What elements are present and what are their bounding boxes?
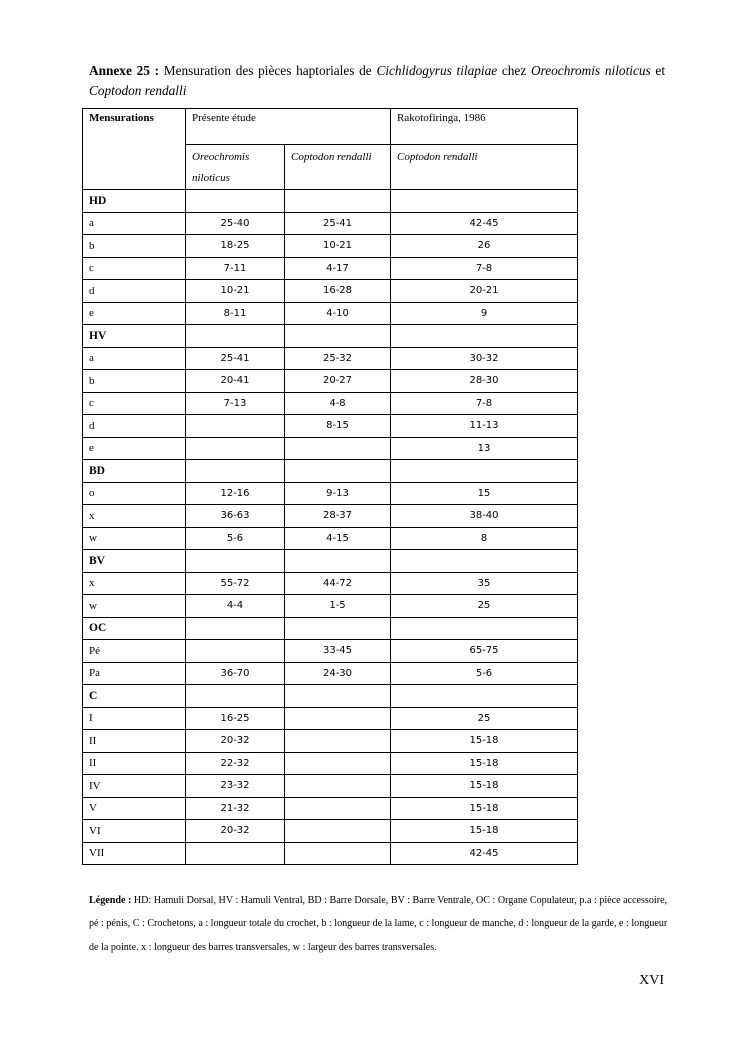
caption-label: Annexe 25 : [89, 63, 160, 78]
caption-text-3: et [650, 63, 666, 78]
cell-coptodon [285, 437, 391, 460]
row-label: I [83, 707, 186, 730]
table-group-row [83, 550, 578, 573]
cell-oreochromis: 7-11 [186, 257, 285, 280]
table-row [83, 212, 578, 235]
cell-coptodon-1986: 65-75 [391, 640, 578, 663]
table-row [83, 482, 578, 505]
cell-coptodon-1986: 25 [391, 595, 578, 618]
table-body [83, 190, 578, 865]
cell-coptodon-1986: 15 [391, 482, 578, 505]
cell-coptodon-1986 [391, 617, 578, 640]
cell-coptodon: 28-37 [285, 505, 391, 528]
row-label: x [83, 505, 186, 528]
cell-coptodon: 4-8 [285, 392, 391, 415]
cell-oreochromis [186, 437, 285, 460]
row-label: HV [83, 325, 186, 348]
cell-oreochromis: 25-40 [186, 212, 285, 235]
cell-coptodon-1986 [391, 550, 578, 573]
cell-oreochromis [186, 685, 285, 708]
cell-coptodon-1986: 38-40 [391, 505, 578, 528]
cell-coptodon-1986 [391, 325, 578, 348]
row-label: d [83, 415, 186, 438]
cell-coptodon [285, 550, 391, 573]
cell-coptodon-1986: 20-21 [391, 280, 578, 303]
cell-coptodon [285, 820, 391, 843]
cell-coptodon [285, 617, 391, 640]
table-row [83, 370, 578, 393]
row-label: HD [83, 190, 186, 213]
table-row [83, 505, 578, 528]
table-row [83, 572, 578, 595]
cell-coptodon-1986: 5-6 [391, 662, 578, 685]
legend [89, 889, 669, 959]
cell-oreochromis [186, 640, 285, 663]
row-label: c [83, 392, 186, 415]
cell-coptodon-1986: 7-8 [391, 392, 578, 415]
row-label: VI [83, 820, 186, 843]
caption-species-2: Oreochromis niloticus [530, 63, 651, 78]
row-label: a [83, 347, 186, 370]
cell-oreochromis [186, 415, 285, 438]
cell-coptodon: 33-45 [285, 640, 391, 663]
cell-coptodon-1986: 13 [391, 437, 578, 460]
table-row [83, 707, 578, 730]
cell-oreochromis: 10-21 [186, 280, 285, 303]
cell-oreochromis: 8-11 [186, 302, 285, 325]
table-row [83, 302, 578, 325]
table-row [83, 820, 578, 843]
cell-coptodon [285, 752, 391, 775]
table-row [83, 235, 578, 258]
cell-coptodon-1986: 30-32 [391, 347, 578, 370]
table-row [83, 752, 578, 775]
cell-coptodon-1986 [391, 460, 578, 483]
cell-coptodon-1986: 8 [391, 527, 578, 550]
table-group-row [83, 617, 578, 640]
cell-coptodon [285, 842, 391, 865]
cell-coptodon-1986: 25 [391, 707, 578, 730]
cell-coptodon: 25-32 [285, 347, 391, 370]
cell-coptodon-1986: 42-45 [391, 842, 578, 865]
cell-oreochromis [186, 460, 285, 483]
row-label: e [83, 302, 186, 325]
table-row [83, 437, 578, 460]
table-group-row [83, 325, 578, 348]
row-label: Pa [83, 662, 186, 685]
header-rakotofiringa: Rakotofiringa, 1986 [391, 109, 578, 145]
cell-coptodon-1986: 15-18 [391, 775, 578, 798]
table-row [83, 280, 578, 303]
cell-coptodon [285, 460, 391, 483]
cell-coptodon-1986: 7-8 [391, 257, 578, 280]
cell-oreochromis: 36-70 [186, 662, 285, 685]
cell-oreochromis: 18-25 [186, 235, 285, 258]
cell-oreochromis: 5-6 [186, 527, 285, 550]
legend-text: HD: Hamuli Dorsal, HV : Hamuli Ventral, BD : Barre Dorsale, BV : Barre Ventrale, OC : Organe Copulateur, p.a : pièce accessoire, pé : pénis, C : Crochetons, a : longueur totale du crochet, b : longueur de la lame, c : longueur de manche, d : longueur de la garde, e : longueur de la pointe. x : longueur des barres transversales, w : largeur des barres transversales. [89, 895, 668, 953]
row-label: x [83, 572, 186, 595]
row-label: a [83, 212, 186, 235]
cell-oreochromis: 22-32 [186, 752, 285, 775]
row-label: OC [83, 617, 186, 640]
table-group-row [83, 685, 578, 708]
table-row [83, 527, 578, 550]
cell-oreochromis [186, 190, 285, 213]
cell-coptodon-1986: 15-18 [391, 820, 578, 843]
row-label: b [83, 370, 186, 393]
caption-species-1: Cichlidogyrus tilapiae [376, 63, 498, 78]
table-caption [89, 61, 665, 101]
cell-oreochromis: 20-32 [186, 730, 285, 753]
cell-oreochromis: 16-25 [186, 707, 285, 730]
table-row [83, 842, 578, 865]
header-row-1 [83, 109, 578, 145]
table-row [83, 595, 578, 618]
cell-coptodon: 25-41 [285, 212, 391, 235]
cell-oreochromis [186, 325, 285, 348]
cell-oreochromis: 4-4 [186, 595, 285, 618]
cell-coptodon-1986: 35 [391, 572, 578, 595]
row-label: VII [83, 842, 186, 865]
row-label: IV [83, 775, 186, 798]
cell-coptodon [285, 730, 391, 753]
page-number: XVI [639, 973, 664, 988]
table-row [83, 257, 578, 280]
table-row [83, 415, 578, 438]
header-mensurations: Mensurations [83, 109, 186, 190]
cell-oreochromis: 20-41 [186, 370, 285, 393]
cell-oreochromis: 23-32 [186, 775, 285, 798]
row-label: d [83, 280, 186, 303]
caption-text-1: Mensuration des pièces haptoriales de [159, 63, 377, 78]
cell-oreochromis: 7-13 [186, 392, 285, 415]
header-col-coptodon: Coptodon rendalli [285, 145, 391, 190]
cell-coptodon-1986: 15-18 [391, 730, 578, 753]
header-col-oreochromis: Oreochromis niloticus [186, 145, 285, 190]
cell-oreochromis [186, 617, 285, 640]
row-label: e [83, 437, 186, 460]
cell-coptodon [285, 775, 391, 798]
cell-coptodon-1986: 15-18 [391, 752, 578, 775]
table-row [83, 797, 578, 820]
measurement-table [82, 108, 578, 865]
cell-coptodon-1986: 15-18 [391, 797, 578, 820]
table-group-row [83, 460, 578, 483]
header-col-coptodon-1986: Coptodon rendalli [391, 145, 578, 190]
table-row [83, 392, 578, 415]
row-label: w [83, 595, 186, 618]
cell-coptodon [285, 190, 391, 213]
caption-text-2: chez [497, 63, 531, 78]
cell-oreochromis: 25-41 [186, 347, 285, 370]
cell-oreochromis: 55-72 [186, 572, 285, 595]
row-label: o [83, 482, 186, 505]
row-label: II [83, 730, 186, 753]
cell-coptodon-1986: 11-13 [391, 415, 578, 438]
cell-coptodon-1986 [391, 190, 578, 213]
table-row [83, 775, 578, 798]
cell-coptodon: 44-72 [285, 572, 391, 595]
cell-coptodon: 4-15 [285, 527, 391, 550]
cell-coptodon [285, 707, 391, 730]
cell-coptodon-1986 [391, 685, 578, 708]
cell-coptodon-1986: 28-30 [391, 370, 578, 393]
cell-coptodon [285, 325, 391, 348]
cell-coptodon [285, 685, 391, 708]
cell-oreochromis [186, 550, 285, 573]
cell-coptodon: 4-17 [285, 257, 391, 280]
row-label: C [83, 685, 186, 708]
table-row [83, 640, 578, 663]
row-label: BV [83, 550, 186, 573]
cell-oreochromis [186, 842, 285, 865]
cell-oreochromis: 20-32 [186, 820, 285, 843]
cell-oreochromis: 36-63 [186, 505, 285, 528]
table-group-row [83, 190, 578, 213]
cell-coptodon-1986: 42-45 [391, 212, 578, 235]
cell-coptodon: 10-21 [285, 235, 391, 258]
cell-coptodon [285, 797, 391, 820]
cell-oreochromis: 21-32 [186, 797, 285, 820]
cell-coptodon-1986: 26 [391, 235, 578, 258]
table-row [83, 730, 578, 753]
cell-coptodon: 24-30 [285, 662, 391, 685]
row-label: w [83, 527, 186, 550]
row-label: V [83, 797, 186, 820]
cell-oreochromis: 12-16 [186, 482, 285, 505]
cell-coptodon: 20-27 [285, 370, 391, 393]
row-label: II [83, 752, 186, 775]
table-row [83, 662, 578, 685]
cell-coptodon: 8-15 [285, 415, 391, 438]
row-label: Pé [83, 640, 186, 663]
row-label: c [83, 257, 186, 280]
row-label: BD [83, 460, 186, 483]
table-row [83, 347, 578, 370]
caption-species-3: Coptodon rendalli [89, 83, 187, 98]
cell-coptodon: 1-5 [285, 595, 391, 618]
cell-coptodon: 4-10 [285, 302, 391, 325]
cell-coptodon: 16-28 [285, 280, 391, 303]
row-label: b [83, 235, 186, 258]
header-presente-etude: Présente étude [186, 109, 391, 145]
legend-label: Légende : [89, 895, 132, 906]
cell-coptodon-1986: 9 [391, 302, 578, 325]
cell-coptodon: 9-13 [285, 482, 391, 505]
